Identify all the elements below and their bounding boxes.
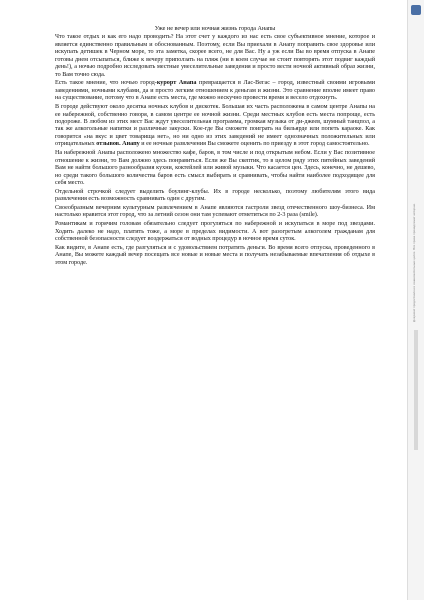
paragraph bbox=[55, 80, 375, 102]
paragraph bbox=[55, 104, 375, 149]
paragraph-text: Как видите, в Анапе есть, где разгуляться и с удовольствием потратить деньги. Во время всего отпуска, проведенного в Анапе, Вы можете каждый вечер посещать все новые и новые места и получать незабываемые впечатления об отдыхе в этом городе. bbox=[55, 244, 375, 266]
paragraph bbox=[55, 205, 375, 220]
paragraph-text: На набережной Анапы расположено множество кафе, баров, в том числе и под открытым небом. Если у Вас позитивное отношение к жизни, то Вам должно здесь понравиться. Если же Вы скептик, то в целом ряду этих питейных заведений Вам не найти большого разнообразия кухни, коктейлей или живой музыки. Что касается цен. Здесь, конечно, не дешево, но среди такого большого количества баров есть смысл выбирать и сравнивать, чтобы найти наиболее подходящее для себя место. bbox=[55, 150, 375, 186]
bold-text: отзывов. Анапу bbox=[96, 141, 140, 148]
paragraph-text: Отдельной строчкой следует выделить боулинг-клубы. Их в городе несколько, поэтому любителям этого вида развлечения есть возможность сравнивать один с другим. bbox=[55, 188, 375, 203]
viewer-sidebar bbox=[407, 0, 424, 600]
paragraph bbox=[55, 34, 375, 79]
document-page bbox=[55, 26, 375, 267]
paragraph bbox=[55, 221, 375, 243]
sidebar-note: Документ предоставлен в ознакомительных целях. Все права принадлежат авторам. bbox=[412, 203, 416, 322]
paragraph bbox=[55, 150, 375, 187]
paragraph bbox=[55, 189, 375, 204]
paragraph-text: В городе действуют около десятка ночных клубов и дискотек. Большая их часть расположена в самом центре Анапы на ее набережной, собственно говоря, в самом центре ее ночной жизни. Среди местных клубов есть места попроще, есть подороже. В любом из этих мест Вас ждут увеселительная программа, громкая музыка от ди-джеев, шумный танцпол, а так же алкогольные напитки и различные закуски. Кое-где Вы сможете поиграть на бильярде или попеть караоке. Как говорится «на вкус и цвет товарища нет», но ни одно из этих заведений не имеет однозначных положительных или отрицательных bbox=[55, 104, 375, 148]
paragraph-text: Есть такое мнение, что ночью город- bbox=[55, 80, 157, 87]
paragraph-text: Что такое отдых и как его надо проводить? На этот счет у каждого из нас есть свое субъективное мнение, которое и является единственно правильным и обоснованным. Поэтому, если Вы приехали в Анапу поправить свое здоровье или искупать детишек в Черном море, то эта заметка, скорее всего, не для Вас. Ну а уж если Вы во время отпуска в Анапе готовы днем отсыпаться, ближе к вечеру приползать на пляж (ни в коем случае не стоит повторять этот подвиг каждый день!), а ночью подробно исследовать местные увеселительные заведения и просто вести ночной активный образ жизни, то Вам точно сюда. bbox=[55, 34, 375, 78]
paragraph-text: превращается в Лас-Вегас – город, известный своими игровыми заведениями, ночными клубами, да и просто легким отношением к деньгам и жизни. Это сравнение вполне имеет право на существование, потому что в Анапе есть места, где можно нескучно провести время и весело отдохнуть. bbox=[55, 80, 375, 102]
paragraph-text: Своеобразным вечерним культурным развлечением в Анапе являются гастроли звезд отечественного шоу-бизнеса. Им настолько нравится этот город, что за летний сезон они там успевают отметиться по 2-3 раза (smile). bbox=[55, 204, 375, 219]
paragraph-text: Романтикам и горячим головам обязательно следует прогуляться по набережной и искупаться в море под звездами. Ходить далеко не надо, платить тоже, а море в пределах видимости. А вот разогретым алкоголем гражданам для собственной безопасности следует воздержаться от водных процедур в ночное время суток. bbox=[55, 221, 375, 243]
paragraph-text: и ее ночные развлечения Вы сможете оценить по приезду в этот город самостоятельно. bbox=[139, 141, 370, 148]
paragraph bbox=[55, 245, 375, 267]
logo-icon[interactable] bbox=[411, 5, 421, 15]
document-body bbox=[55, 34, 375, 267]
bold-text: курорт Анапа bbox=[156, 80, 197, 87]
scrollbar[interactable] bbox=[414, 330, 418, 450]
document-title: Уже не вечер или ночная жизнь города Анапы bbox=[154, 26, 276, 32]
